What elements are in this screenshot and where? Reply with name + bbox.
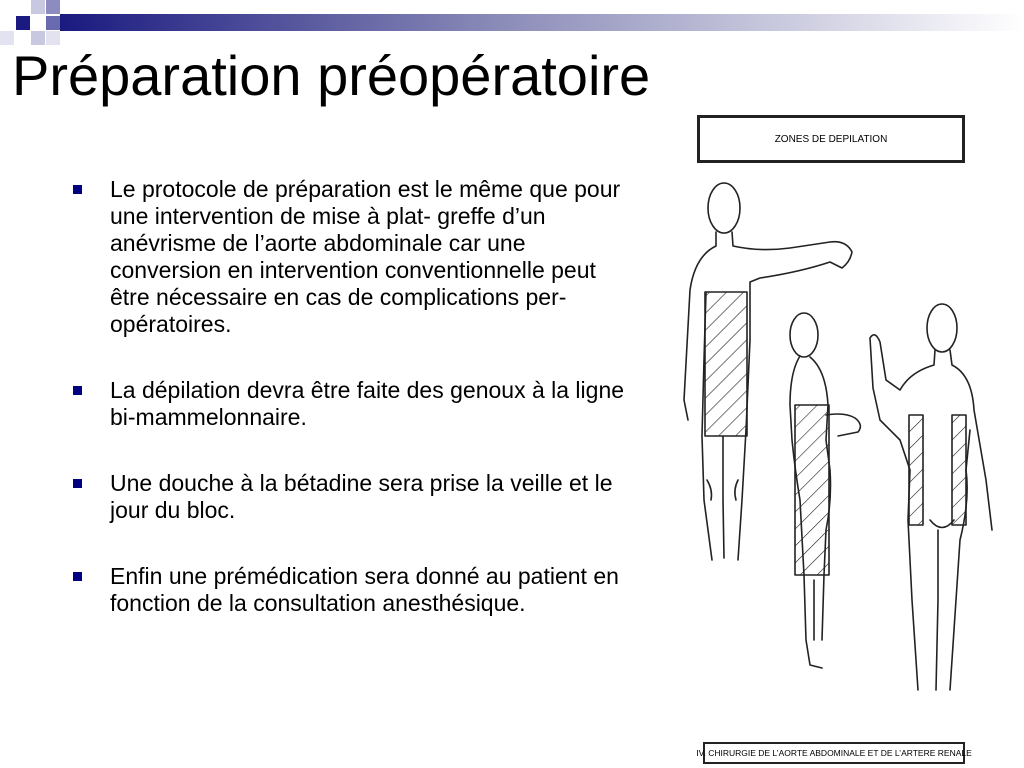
figure-footer: IV. CHIRURGIE DE L’AORTE ABDOMINALE ET DE L’ARTERE RENALE: [703, 742, 965, 764]
bullet-square-icon: [73, 572, 82, 581]
bullet-text: Enfin une prémédication sera donné au patient en fonction de la consultation anesthésique.: [110, 563, 619, 616]
side-shaving-zone: [795, 405, 829, 575]
bullet-text: Une douche à la bétadine sera prise la veille et le jour du bloc.: [110, 470, 613, 523]
list-item: [70, 176, 625, 338]
depilation-zones-figure: [672, 110, 1024, 768]
bullet-list: [70, 176, 625, 656]
list-item: [70, 377, 625, 431]
front-shaving-zone: [705, 292, 747, 436]
back-left-shaving-zone: [909, 415, 923, 525]
back-right-shaving-zone: [952, 415, 966, 525]
page-title: Préparation préopératoire: [12, 44, 651, 107]
header-decoration: [0, 0, 1024, 48]
list-item: [70, 563, 625, 617]
bullet-square-icon: [73, 185, 82, 194]
back-body-outline: [870, 304, 992, 690]
list-item: [70, 470, 625, 524]
bullet-square-icon: [73, 479, 82, 488]
figure-header: ZONES DE DEPILATION: [697, 115, 965, 163]
bullet-text: Le protocole de préparation est le même que pour une intervention de mise à plat- greffe d’un anévrisme de l’aorte abdominale car une conversion en intervention conventionnelle peut être nécessaire en cas de complications per-opératoires.: [110, 176, 621, 337]
bullet-text: La dépilation devra être faite des genoux à la ligne bi-mammelonnaire.: [110, 377, 625, 430]
bullet-square-icon: [73, 386, 82, 395]
